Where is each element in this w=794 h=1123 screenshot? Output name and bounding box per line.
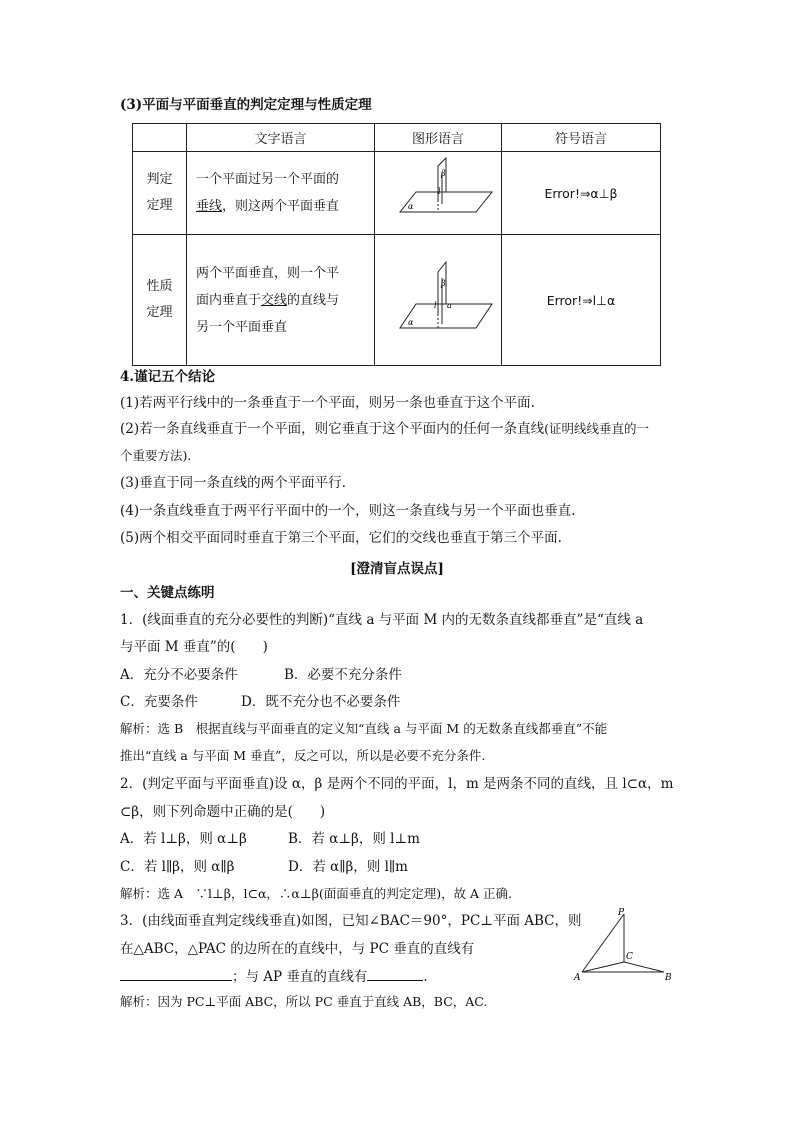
- row-figure: [375, 152, 502, 235]
- q2-option-a: A．若 l⊥β，则 α⊥β: [120, 831, 247, 847]
- header-figure-language: 图形语言: [375, 124, 502, 152]
- fig-label-l: l: [438, 187, 441, 196]
- row-text: 两个平面垂直，则一个平 面内垂直于交线的直线与 另一个平面垂直: [187, 235, 375, 366]
- section3-title: (3)平面与平面垂直的判定定理与性质定理: [120, 97, 372, 113]
- conclusion-4: (4)一条直线垂直于两平行平面中的一个，则这一条直线与另一个平面也垂直.: [120, 503, 576, 519]
- section4-title: 4.谨记五个结论: [120, 369, 216, 385]
- row-name: 性质 定理: [133, 235, 187, 366]
- part1-title: 一、关键点练明: [120, 585, 215, 601]
- row-name: 判定 定理: [133, 152, 187, 235]
- table-row-criterion: [133, 152, 661, 235]
- row-figure: [375, 235, 502, 366]
- q1-line1: 1．(线面垂直的充分必要性的判断)“直线 a 与平面 M 内的无数条直线都垂直”是“直线 a: [120, 612, 644, 628]
- fig-label-c: C: [626, 952, 633, 962]
- row-symbol: Error!⇒l⊥α: [502, 235, 661, 366]
- header-empty: [133, 124, 187, 152]
- q1-line2: 与平面 M 垂直”的( ): [120, 639, 268, 655]
- conclusion-3: (3)垂直于同一条直线的两个平面平行.: [120, 475, 346, 491]
- q2-solution: 解析：选 A ∵l⊥β，l⊂α，∴α⊥β(面面垂直的判定定理)，故 A 正确.: [120, 886, 513, 901]
- fig-label-l: l: [434, 301, 437, 310]
- triangle-pyramid-figure: [572, 906, 678, 984]
- row-text: 一个平面过另一个平面的 垂线，则这两个平面垂直: [187, 152, 375, 235]
- fig-label-alpha: α: [408, 318, 414, 327]
- header-text-language: 文字语言: [187, 124, 375, 152]
- answer-blank-1[interactable]: [120, 966, 232, 981]
- header-symbol-language: 符号语言: [502, 124, 661, 152]
- theorem-table: [132, 123, 661, 366]
- table-row-property: [133, 235, 661, 366]
- q1-option-c: C．充要条件: [120, 694, 198, 710]
- fig-label-a: a: [447, 301, 452, 310]
- q3-solution: 解析：因为 PC⊥平面 ABC，所以 PC 垂直于直线 AB，BC，AC.: [120, 994, 488, 1009]
- conclusion-2-continued: 个重要方法).: [120, 448, 192, 463]
- perpendicular-planes-figure: [378, 152, 498, 230]
- fig-label-a: A: [574, 973, 581, 983]
- q1-option-d: D．既不充分也不必要条件: [241, 694, 401, 710]
- conclusion-2: (2)若一条直线垂直于一个平面，则它垂直于这个平面内的任何一条直线(证明线线垂直的一: [120, 421, 650, 437]
- table-header-row: [133, 124, 661, 152]
- q1-option-b: B．必要不充分条件: [284, 667, 402, 683]
- q2-option-b: B．若 α⊥β，则 l⊥m: [288, 831, 420, 847]
- conclusion-5: (5)两个相交平面同时垂直于第三个平面，它们的交线也垂直于第三个平面.: [120, 530, 562, 546]
- q2-line2: ⊂β，则下列命题中正确的是( ): [120, 804, 326, 820]
- q3-line2: 在△ABC，△PAC 的边所在的直线中，与 PC 垂直的直线有: [120, 941, 475, 957]
- q1-solution-line1: 解析：选 B 根据直线与平面垂直的定义知“直线 a 与平面 M 的无数条直线都垂直”不能: [120, 721, 608, 736]
- q2-option-d: D．若 α∥β，则 l∥m: [288, 859, 408, 875]
- q2-option-c: C．若 l∥β，则 α∥β: [120, 859, 235, 875]
- clarify-title: [澄清盲点误点]: [350, 561, 444, 577]
- q1-solution-line2: 推出“直线 a 与平面 M 垂直”，反之可以，所以是必要不充分条件.: [120, 748, 486, 763]
- q3-line1: 3．(由线面垂直判定线线垂直)如图，已知∠BAC＝90°，PC⊥平面 ABC，则: [120, 913, 582, 929]
- q1-option-a: A．充分不必要条件: [120, 667, 238, 683]
- conclusion-1: (1)若两平行线中的一条垂直于一个平面，则另一条也垂直于这个平面.: [120, 395, 535, 411]
- perpendicular-planes-property-figure: [378, 250, 498, 346]
- row-symbol: Error!⇒α⊥β: [502, 152, 661, 235]
- q3-line3: ；与 AP 垂直的直线有 .: [120, 966, 428, 986]
- fig-label-alpha: α: [408, 202, 414, 211]
- answer-blank-2[interactable]: [367, 966, 423, 981]
- fig-label-beta: β: [441, 169, 446, 178]
- fig-label-beta: β: [441, 279, 446, 288]
- fig-label-b: B: [665, 973, 672, 983]
- q2-line1: 2．(判定平面与平面垂直)设 α，β 是两个不同的平面，l，m 是两条不同的直线，且 l⊂α，m: [120, 776, 674, 792]
- fig-label-p: P: [618, 908, 625, 918]
